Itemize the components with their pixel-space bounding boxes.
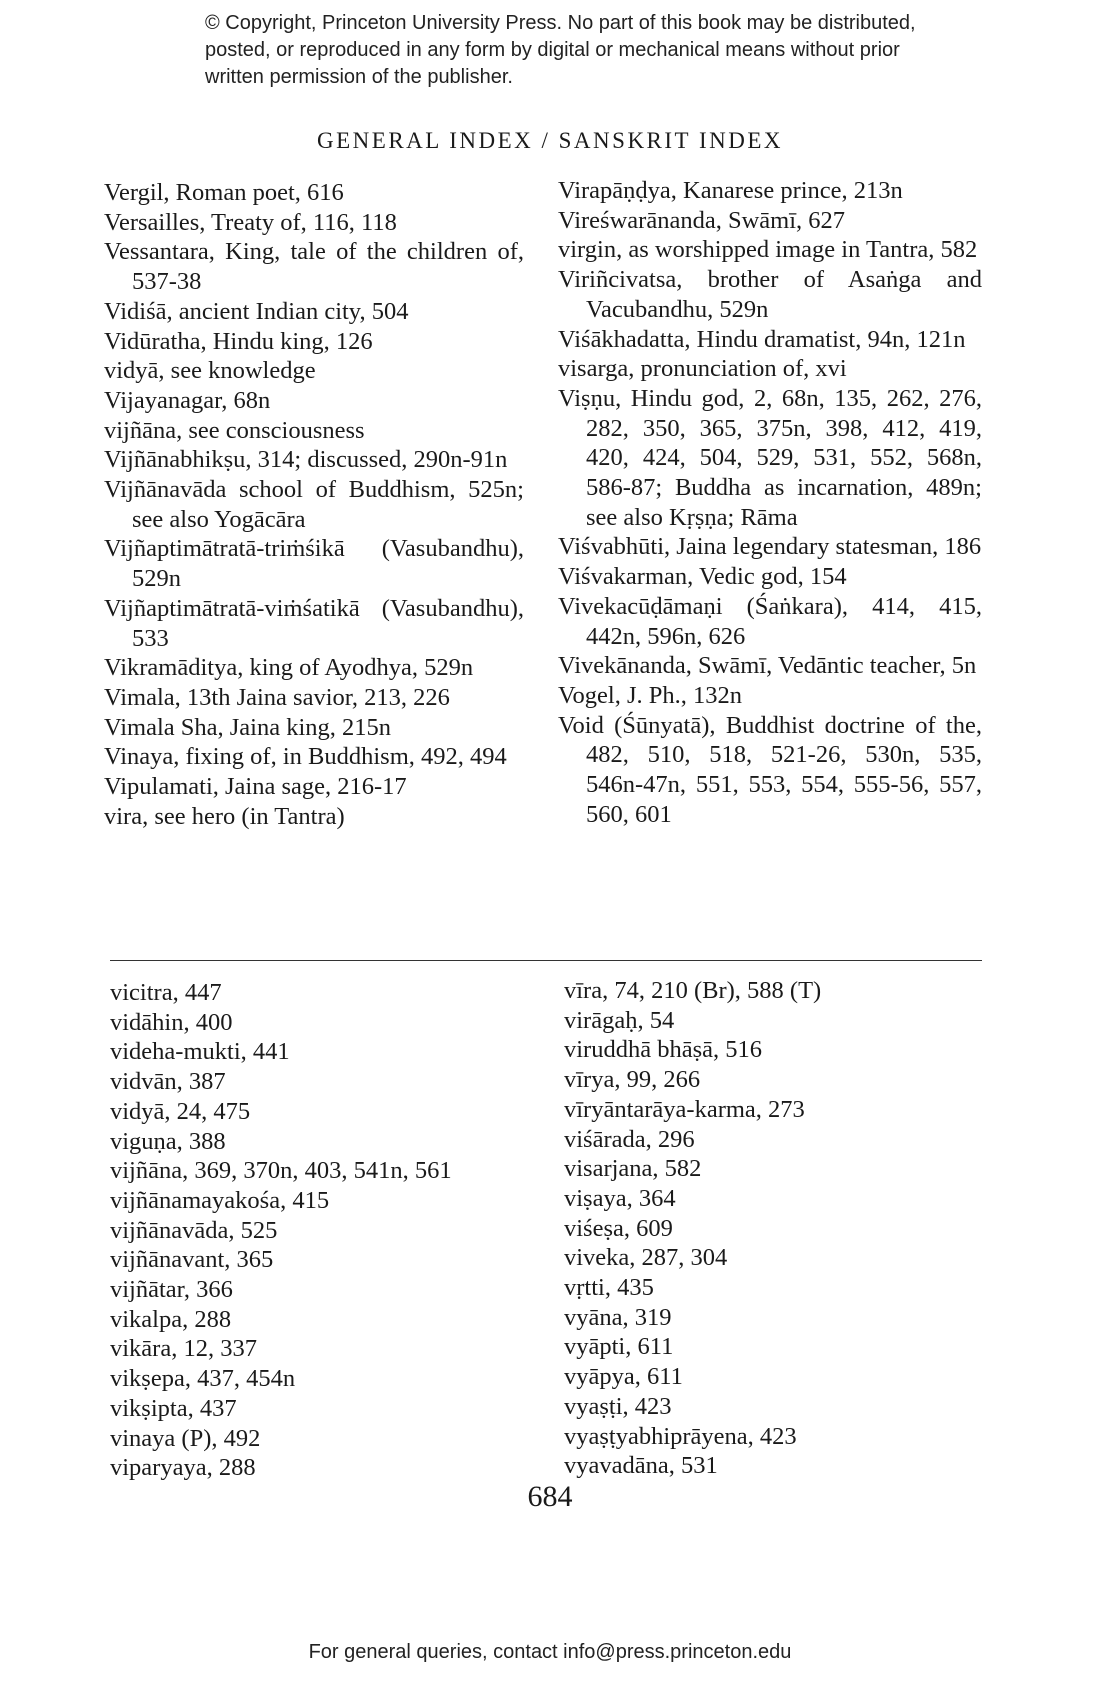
index-entry: virāgaḥ, 54 [564,1006,675,1034]
index-entry: Viśvakarman, Vedic god, 154 [558,563,847,591]
index-entry: Vireśwarānanda, Swāmī, 627 [558,206,846,234]
index-entry: vyavadāna, 531 [564,1452,718,1480]
index-entry: viṣaya, 364 [564,1184,676,1212]
index-entry: Virapāṇḍya, Kanarese prince, 213n [558,177,903,204]
index-entry: vidyā, 24, 475 [110,1097,251,1125]
index-entry: vikṣipta, 437 [110,1394,237,1422]
index-entry: viveka, 287, 304 [564,1244,728,1272]
page-number: 684 [527,1480,573,1513]
footer-contact: For general queries, contact info@press.princeton.edu [308,1641,792,1663]
page-header: GENERAL INDEX / SANSKRIT INDEX [317,128,783,153]
index-entry: Vijñānabhikṣu, 314; discussed, 290n-91n [104,446,508,474]
index-entry: vyāna, 319 [564,1303,672,1331]
index-entry: Vergil, Roman poet, 616 [104,179,344,206]
index-entry: vṛtti, 435 [564,1274,654,1302]
index-entry: Vijayanagar, 68n [104,386,271,414]
index-entry: vira, see hero (in Tantra) [104,802,345,830]
general-index-left-column [104,178,524,831]
index-entry: vyāpti, 611 [564,1333,674,1361]
index-entry: vyaṣṭyabhiprāyena, 423 [564,1422,797,1450]
index-entry: Vidūratha, Hindu king, 126 [104,327,373,355]
index-entry: vijñāna, see consciousness [104,416,365,444]
index-entry: vīrya, 99, 266 [564,1066,701,1094]
index-entry: vijñānavant, 365 [110,1246,274,1274]
index-entry: viśeṣa, 609 [564,1214,673,1242]
index-entry: vidvān, 387 [110,1068,226,1096]
general-index-right-column [558,176,982,829]
index-entry: vijñātar, 366 [110,1276,233,1304]
index-entry: Vivekacūḍāmaṇi (Śaṅkara), 414, 415, 442n, 596n, 626 [558,592,982,650]
index-entry: Vijñānavāda school of Buddhism, 525n; see also Yogācāra [104,476,524,533]
index-entry: Vivekānanda, Swāmī, Vedāntic teacher, 5n [558,652,977,680]
index-entry: Vikramāditya, king of Ayodhya, 529n [104,654,474,682]
index-entry: Vimala Sha, Jaina king, 215n [104,713,392,741]
index-entry: vijñānavāda, 525 [110,1216,278,1244]
sanskrit-index-right-column [564,976,984,1481]
index-entry: vijñāna, 369, 370n, 403, 541n, 561 [110,1157,452,1185]
index-entry: Vipulamati, Jaina sage, 216-17 [104,773,407,801]
index-entry: visarjana, 582 [564,1155,702,1183]
index-entry: Vijñaptimātratā-triṁśikā (Vasubandhu), 529n [104,535,524,593]
index-entry: virgin, as worshipped image in Tantra, 582 [558,236,978,264]
index-entry: viruddhā bhāṣā, 516 [564,1036,762,1064]
index-entry: vīryāntarāya-karma, 273 [564,1095,805,1123]
index-entry: Vijñaptimātratā-viṁśatikā (Vasubandhu), 533 [104,594,524,652]
index-entry: vyāpya, 611 [564,1363,683,1391]
index-entry: videha-mukti, 441 [110,1038,290,1066]
index-entry: vyaṣṭi, 423 [564,1392,672,1420]
index-entry: vikāra, 12, 337 [110,1335,257,1363]
index-entry: visarga, pronunciation of, xvi [558,355,847,383]
index-entry: Viśākhadatta, Hindu dramatist, 94n, 121n [558,325,966,353]
index-entry: viśārada, 296 [564,1125,695,1153]
sanskrit-index-left-column [110,978,540,1483]
index-entry: Vidiśā, ancient Indian city, 504 [104,297,409,325]
index-entry: Vimala, 13th Jaina savior, 213, 226 [104,683,450,711]
index-entry: viguṇa, 388 [110,1127,226,1155]
index-entry: Versailles, Treaty of, 116, 118 [104,208,397,236]
index-entry: Void (Śūnyatā), Buddhist doctrine of the, 482, 510, 518, 521-26, 530n, 535, 546n-47n, 551, 553, 554, 555-56, 557, 560, 601 [558,711,982,828]
index-entry: Viriñcivatsa, brother of Asaṅga and Vacubandhu, 529n [558,266,982,323]
copyright-notice: © Copyright, Princeton University Press. No part of this book may be distributed, posted, or reproduced in any form by digital or mechanical means without prior written permission of the publisher. [205,12,916,88]
index-entry: Vinaya, fixing of, in Buddhism, 492, 494 [104,743,507,771]
index-entry: Vessantara, King, tale of the children of, 537-38 [104,238,524,296]
index-entry: Vogel, J. Ph., 132n [558,681,743,709]
index-entry: vīra, 74, 210 (Br), 588 (T) [564,977,822,1004]
index-entry: vicitra, 447 [110,979,222,1006]
index-entry: vijñānamayakośa, 415 [110,1186,330,1214]
index-entry: vikṣepa, 437, 454n [110,1365,296,1393]
index-entry: Viśvabhūti, Jaina legendary statesman, 186 [558,533,982,561]
index-entry: Viṣṇu, Hindu god, 2, 68n, 135, 262, 276, 282, 350, 365, 375n, 398, 412, 419, 420, 424, 504, 529, 531, 552, 568n, 586-87; Buddha as incarnation, 489n; see also Kṛṣṇa; Rāma [558,384,982,531]
index-entry: viparyaya, 288 [110,1454,256,1482]
index-entry: vidāhin, 400 [110,1008,233,1036]
index-entry: vidyā, see knowledge [104,357,316,385]
section-divider [110,960,982,961]
index-entry: vinaya (P), 492 [110,1424,261,1452]
index-entry: vikalpa, 288 [110,1305,232,1333]
